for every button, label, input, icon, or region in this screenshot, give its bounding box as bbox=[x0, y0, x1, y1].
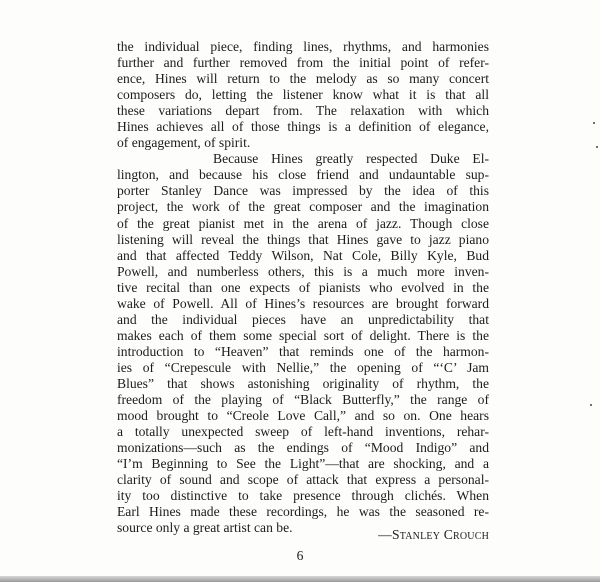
text-line: project, the work of the great composer and the imagination bbox=[117, 199, 489, 215]
text-line: monizations—such as the endings of “Mood Indigo” and bbox=[117, 440, 489, 456]
page-number: 6 bbox=[296, 548, 304, 563]
text-line: of engagement, of spirit. bbox=[117, 135, 251, 151]
text-line: “I’m Beginning to See the Light”—that are shocking, and a bbox=[117, 456, 489, 472]
text-line: further and further removed from the initial point of refer- bbox=[117, 55, 489, 71]
essay-text bbox=[117, 39, 489, 536]
text-line: Hines achieves all of those things is a definition of elegance, bbox=[117, 119, 489, 135]
text-line: lington, and because his close friend and undauntable sup- bbox=[117, 167, 489, 183]
text-line: Blues” that shows astonishing originality of rhythm, the bbox=[117, 375, 489, 391]
text-line: and the individual pieces have an unpredictability that bbox=[117, 311, 489, 327]
text-line: listening will reveal the things that Hines gave to jazz piano bbox=[117, 231, 489, 247]
scan-bottom-edge bbox=[0, 576, 600, 582]
text-line: and that affected Teddy Wilson, Nat Cole, Billy Kyle, Bud bbox=[117, 247, 489, 263]
text-line: Powell, and numberless others, this is a much more inven- bbox=[117, 263, 489, 279]
text-line: clarity of sound and scope of attack that express a personal- bbox=[117, 472, 489, 488]
text-line: introduction to “Heaven” that reminds one of the harmon- bbox=[117, 343, 489, 359]
text-line: ence, Hines will return to the melody as so many concert bbox=[117, 71, 489, 87]
scan-speck bbox=[593, 122, 595, 124]
paragraph-1 bbox=[117, 39, 489, 151]
scan-speck bbox=[590, 404, 592, 406]
text-line: these variations depart from. The relaxation with which bbox=[117, 103, 489, 119]
text-line: ies of “Crepescule with Nellie,” the opening of “‘C’ Jam bbox=[117, 359, 489, 375]
text-line: makes each of them some special sort of delight. There is the bbox=[117, 327, 489, 343]
scan-speck bbox=[596, 146, 598, 148]
paragraph-2 bbox=[117, 151, 489, 536]
text-line: Earl Hines made these recordings, he was the seasoned re- bbox=[117, 504, 489, 520]
text-line: composers do, letting the listener know what it is that all bbox=[117, 87, 489, 103]
text-line: source only a great artist can be. bbox=[117, 520, 293, 536]
text-line: Because Hines greatly respected Duke El- bbox=[213, 151, 489, 167]
text-line: a totally unexpected sweep of left-hand inventions, rehar- bbox=[117, 424, 489, 440]
text-line: tive recital than one expects of pianists who evolved in the bbox=[117, 279, 489, 295]
text-line: freedom of the playing of “Black Butterfly,” the range of bbox=[117, 392, 489, 408]
text-line: wake of Powell. All of Hines’s resources are brought forward bbox=[117, 295, 489, 311]
text-line: the individual piece, finding lines, rhythms, and harmonies bbox=[117, 39, 489, 54]
text-line: mood brought to “Creole Love Call,” and so on. One hears bbox=[117, 408, 489, 424]
author-signature: —Stanley Crouch bbox=[378, 527, 489, 542]
text-line: ity too distinctive to take presence through clichés. When bbox=[117, 488, 489, 504]
text-line: of the great pianist met in the arena of jazz. Though close bbox=[117, 215, 489, 231]
text-line: porter Stanley Dance was impressed by the idea of this bbox=[117, 183, 489, 199]
